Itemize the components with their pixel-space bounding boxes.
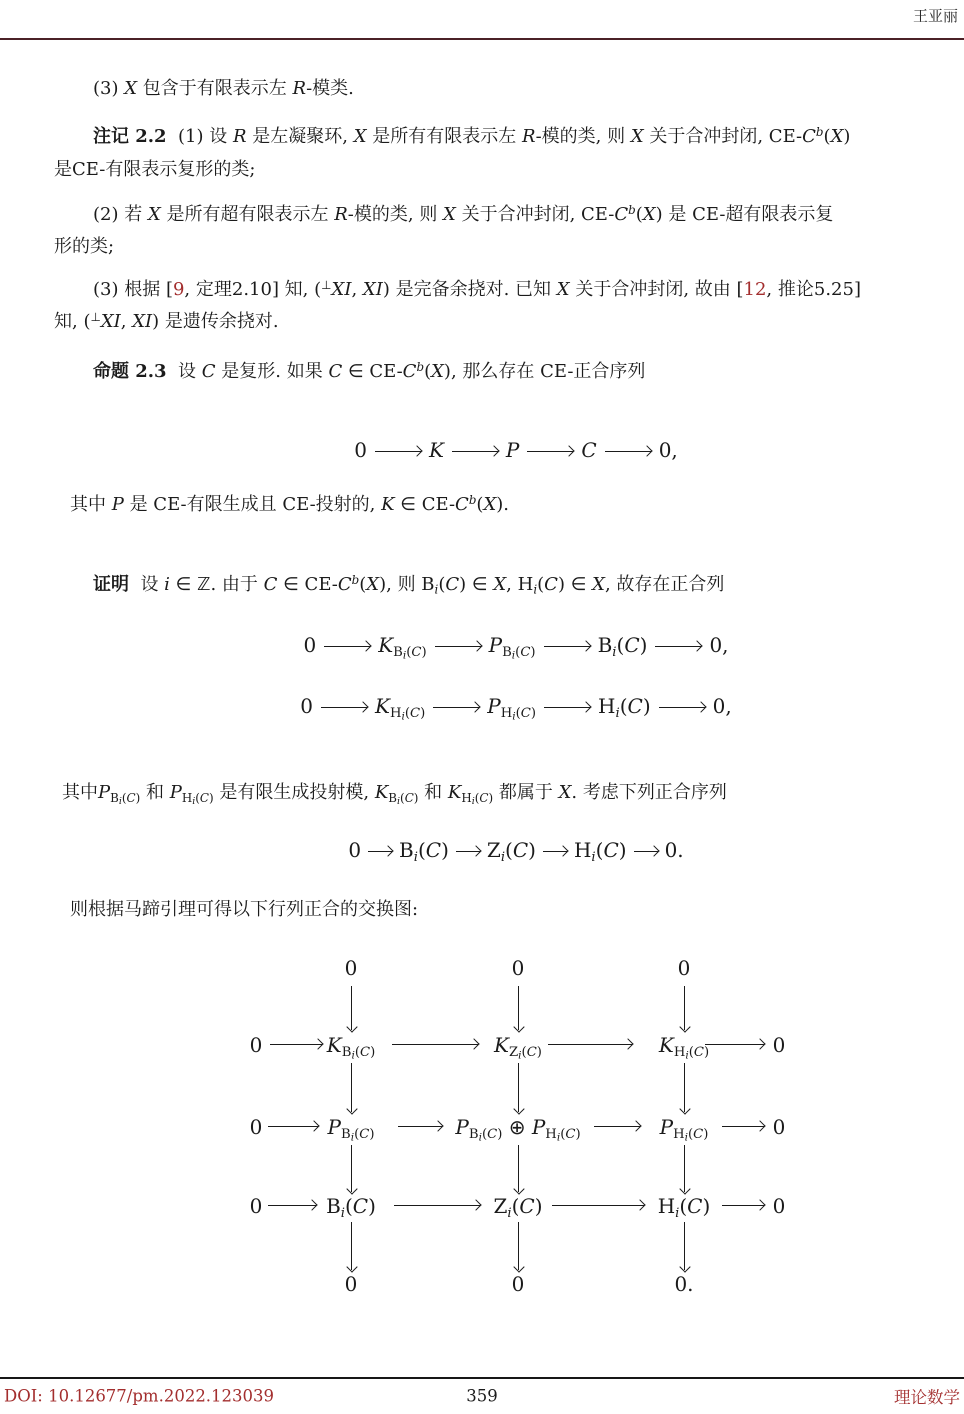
right-arrow (268, 1126, 318, 1127)
subscript: Hi(C) (181, 790, 214, 807)
right-arrow (722, 1126, 764, 1127)
diagram-zero: 0 (772, 1194, 786, 1218)
right-arrow (392, 1044, 478, 1045)
text-line: (2) 若 X 是所有超有限表示左 R-模的类, 则 X 关于合冲封闭, $CE-C^b(X)$ 是 CE-超有限表示复 (93, 202, 834, 225)
diagram-zero: 0 (249, 1115, 263, 1139)
subscript: i (434, 582, 439, 597)
subscript: Hi(C) (461, 790, 494, 807)
footer-rule (0, 1377, 964, 1379)
down-arrow (684, 1145, 685, 1192)
subscript: i (591, 849, 596, 865)
right-arrow (705, 1044, 764, 1045)
diagram-zero: 0 (344, 1272, 358, 1296)
text-line: 则根据马蹄引理可得以下行列正合的交换图: (70, 898, 419, 920)
subscript: i (556, 1131, 561, 1144)
subscript: Zi(C) (509, 1044, 542, 1062)
text-line-remark-2-2: 注记 2.2 (1) 设 R 是左凝聚环, X 是所有有限表示左 R-模的类, 则 X 关于合冲封闭, $CE-C^b(X)$ (93, 124, 851, 147)
page-header-author: 王亚丽 (912, 7, 958, 25)
subscript: Hi(C) (500, 705, 537, 723)
superscript: b (351, 572, 360, 587)
subscript: Hi(C) (673, 1126, 709, 1144)
subscript: i (511, 649, 516, 662)
superscript: b (416, 359, 425, 374)
down-arrow (518, 986, 519, 1030)
subscript: i (612, 644, 617, 660)
diagram-node: $H_i(C)$ (657, 1194, 711, 1221)
diagram-node: $P_{B_i(C)}$ (327, 1115, 375, 1144)
down-arrow (518, 1063, 519, 1112)
diagram-zero: 0. (674, 1272, 694, 1296)
diagram-zero: 0 (511, 1272, 525, 1296)
subscript: i (685, 1049, 689, 1062)
diagram-zero: 0 (677, 956, 691, 980)
subscript: i (615, 705, 620, 721)
superscript: b (628, 202, 636, 217)
subscript: i (402, 649, 407, 662)
right-arrow (270, 1044, 322, 1045)
subscript: i (675, 1205, 680, 1221)
right-arrow (394, 1205, 480, 1206)
right-arrow (268, 1205, 316, 1206)
right-arrow (548, 1044, 632, 1045)
footer-page-number: 359 (466, 1386, 498, 1406)
subscript: i (118, 795, 122, 807)
superscript: ⊥ (321, 277, 332, 292)
text-line: 其中$P_{B_i(C)}$ 和 $P_{H_i(C)}$ 是有限生成投射模, $K_{B_i(C)}$ 和 $K_{H_i(C)}$ 都属于 X. 考虑下列正合序列 (62, 781, 727, 807)
diagram-node: $P_{H_i(C)}$ (659, 1115, 709, 1144)
text-line: (3) X 包含于有限表示左 R-模类. (93, 77, 354, 99)
subscript: i (500, 849, 506, 865)
subscript: Bi(C) (341, 1044, 376, 1062)
subscript: Hi(C) (389, 705, 426, 723)
text-line: 是CE-有限表示复形的类; (54, 158, 256, 180)
subscript: Bi(C) (393, 644, 427, 662)
down-arrow (684, 1222, 685, 1270)
down-arrow (351, 986, 352, 1030)
right-arrow (552, 1205, 644, 1206)
subscript: i (471, 795, 475, 807)
diagram-zero: 0 (772, 1033, 786, 1057)
text-line: 知, (⊥XI, XI) 是遗传余挠对. (54, 309, 279, 332)
subscript: Bi(C) (468, 1126, 503, 1144)
diagram-zero: 0 (249, 1033, 263, 1057)
diagram-node: $P_{B_i(C)}$ ⊕ $P_{H_i(C)}$ (455, 1115, 581, 1144)
text-line: 形的类; (54, 235, 115, 257)
subscript: i (350, 1131, 355, 1144)
diagram-zero: 0 (344, 956, 358, 980)
diagram-zero: 0 (511, 956, 525, 980)
text-line: 其中 P 是 CE-有限生成且 CE-投射的, K ∈ $CE-C^b(X)$. (70, 492, 510, 515)
subscript: i (351, 1049, 355, 1062)
subscript: Bi(C) (502, 644, 536, 662)
subscript: i (413, 849, 418, 865)
subscript: i (397, 795, 401, 807)
superscript: b (815, 124, 824, 139)
display-equation-3: 0 $K_{H_i(C)}$ $P_{H_i(C)}$ $H_i(C)$ 0, (300, 694, 732, 723)
subscript: i (192, 795, 196, 807)
subscript: Bi(C) (110, 790, 141, 807)
footer-journal: 理论数学 (894, 1388, 960, 1407)
down-arrow (684, 1063, 685, 1112)
right-arrow (594, 1126, 640, 1127)
subscript: Bi(C) (388, 790, 419, 807)
down-arrow (351, 1222, 352, 1270)
subscript: i (507, 1205, 512, 1221)
text-line: (3) 根据 [9, 定理2.10] 知, (⊥XI, XI) 是完备余挠对. 已知 X 关于合冲封闭, 故由 [12, 推论5.25] (93, 277, 861, 300)
diagram-node: $B_i(C)$ (326, 1194, 376, 1221)
text-line-proposition-2-3: 命题 2.3 设 C 是复形. 如果 C ∈ $CE-C^b(X)$, 那么存在 CE-正合序列 (93, 359, 646, 382)
diagram-node: $Z_i(C)$ (493, 1194, 543, 1221)
subscript: i (512, 710, 516, 723)
down-arrow (518, 1145, 519, 1192)
superscript: b (468, 492, 477, 507)
subscript: i (533, 582, 538, 597)
subscript: Hi(C) (673, 1044, 710, 1062)
diagram-zero: 0 (772, 1115, 786, 1139)
diagram-node: $K_{B_i(C)}$ (326, 1033, 376, 1062)
diagram-node: $K_{Z_i(C)}$ (494, 1033, 542, 1062)
down-arrow (684, 986, 685, 1030)
footer-doi: DOI: 10.12677/pm.2022.123039 (4, 1386, 275, 1406)
down-arrow (351, 1145, 352, 1192)
diagram-node: $K_{H_i(C)}$ (658, 1033, 710, 1062)
subscript: i (401, 710, 405, 723)
subscript: i (684, 1131, 688, 1144)
subscript: Hi(C) (545, 1126, 581, 1144)
diagram-zero: 0 (249, 1194, 263, 1218)
display-equation-2: 0 $K_{B_i(C)}$ $P_{B_i(C)}$ $B_i(C)$ 0, (303, 633, 729, 662)
superscript: ⊥ (90, 309, 101, 324)
display-equation-4: 0 $B_i(C)$ $Z_i(C)$ $H_i(C)$ 0. (348, 838, 684, 865)
subscript: i (478, 1131, 482, 1144)
subscript: Bi(C) (340, 1126, 375, 1144)
right-arrow (398, 1126, 442, 1127)
text-line-proof: 证明 设 i ∈ ℤ. 由于 C ∈ $CE-C^b(X)$, 则 $B_i(C)$ ∈ X, $H_i(C)$ ∈ X, 故存在正合列 (93, 572, 725, 597)
subscript: i (340, 1205, 345, 1221)
right-arrow (722, 1205, 764, 1206)
down-arrow (518, 1222, 519, 1270)
subscript: i (518, 1049, 522, 1062)
down-arrow (351, 1063, 352, 1112)
display-equation-1: 0 K P C 0, (354, 438, 678, 462)
